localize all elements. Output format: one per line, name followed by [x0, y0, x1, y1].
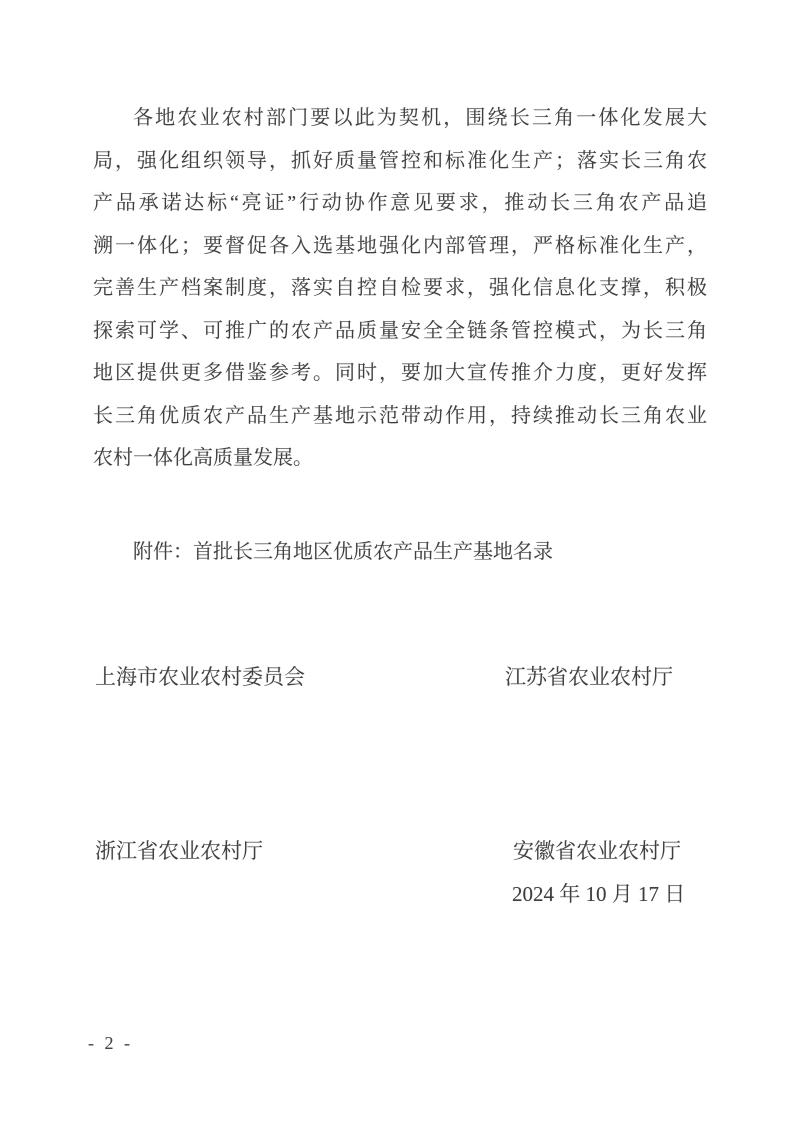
signer-jiangsu: 江苏省农业农村厅 [505, 665, 673, 689]
paragraph-line: 溯一体化；要督促各入选基地强化内部管理，严格标准化生产， [93, 234, 707, 257]
paragraph-line: 长三角优质农产品生产基地示范带动作用，持续推动长三角农业 [93, 404, 707, 427]
paragraph-line: 产品承诺达标“亮证”行动协作意见要求，推动长三角农产品追 [93, 192, 707, 214]
paragraph-line: 局，强化组织领导，抓好质量管控和标准化生产；落实长三角农 [93, 149, 707, 172]
signer-anhui: 安徽省农业农村厅 [513, 839, 681, 863]
issue-date: 2024 年 10 月 17 日 [512, 882, 686, 906]
body-paragraph [93, 97, 707, 480]
paragraph-line: 完善生产档案制度，落实自控自检要求，强化信息化支撑，积极 [93, 277, 707, 299]
attachment-note: 附件：首批长三角地区优质农产品生产基地名录 [133, 541, 553, 563]
paragraph-line: 探索可学、可推广的农产品质量安全全链条管控模式，为长三角 [93, 319, 707, 342]
page-number: - 2 - [88, 1033, 133, 1053]
paragraph-line: 农村一体化高质量发展。 [93, 447, 313, 469]
paragraph-line: 地区提供更多借鉴参考。同时，要加大宣传推介力度，更好发挥 [93, 362, 707, 384]
signer-zhejiang: 浙江省农业农村厅 [95, 839, 263, 863]
paragraph-line: 各地农业农村部门要以此为契机，围绕长三角一体化发展大 [133, 107, 707, 129]
signer-shanghai: 上海市农业农村委员会 [95, 665, 305, 689]
